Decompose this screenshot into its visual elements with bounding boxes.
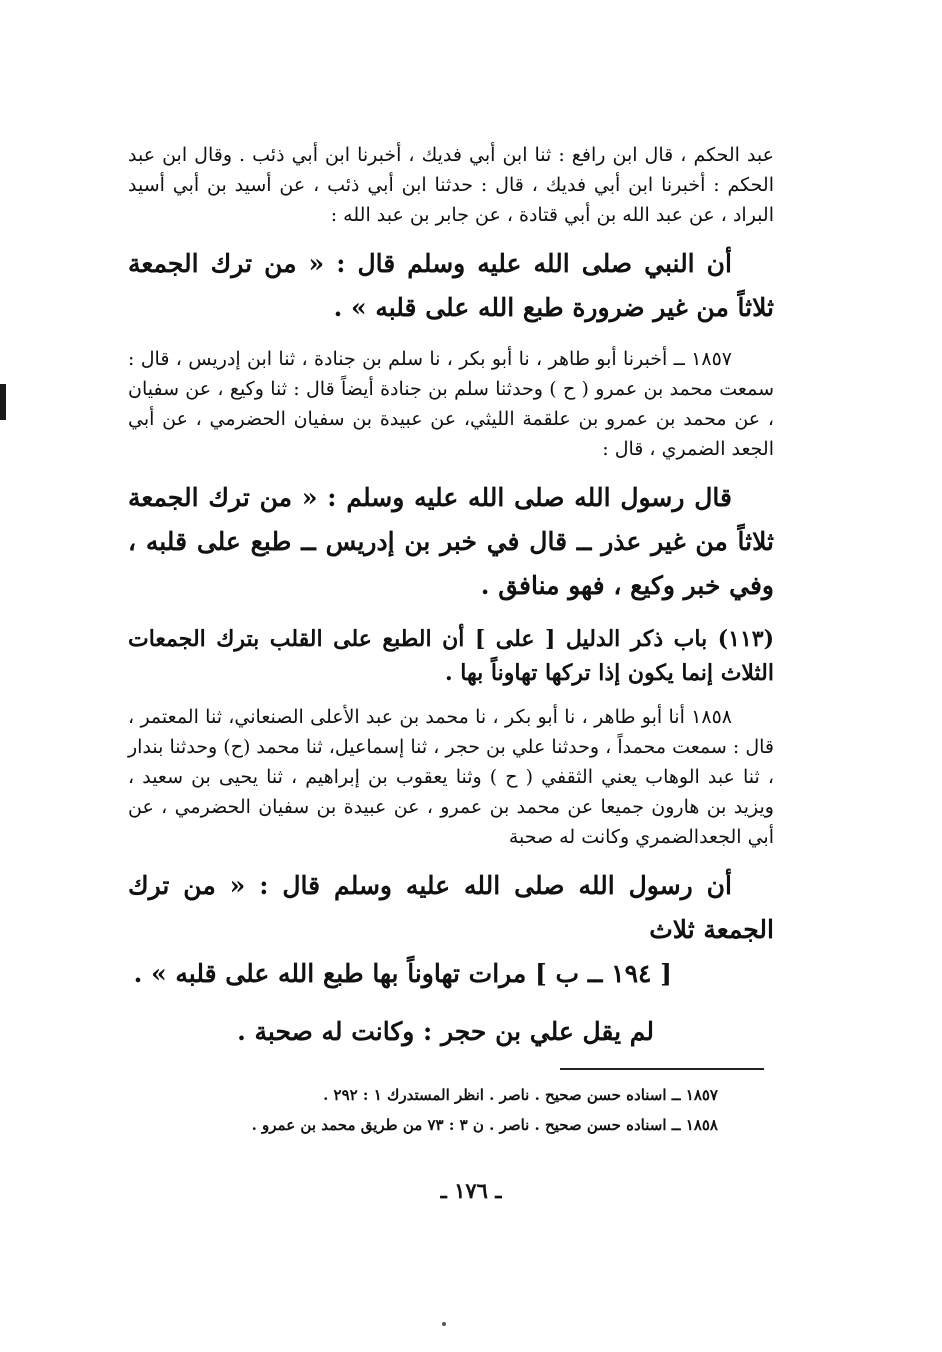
opening-isnad: عبد الحكم ، قال ابن رافع : ثنا ابن أبي فديك ، أخبرنا ابن أبي ذئب . وقال ابن عبد الحكم : أخبرنا ابن أبي فديك ، قال : حدثنا ابن أبي ذئب ، عن أسيد بن أبي أسيد البراد ، عن عبد الله بن أبي قتادة ، عن جابر بن عبد الله : — [128, 144, 774, 226]
main-text-column — [128, 140, 774, 1068]
footnote-1857: ١٨٥٧ ــ اسناده حسن صحيح . ناصر . انظر المستدرك ١ : ٢٩٢ . — [323, 1086, 718, 1104]
opening-matn: أن النبي صلى الله عليه وسلم قال : « من ترك الجمعة ثلاثاً من غير ضرورة طبع الله على قلبه » . — [128, 249, 774, 322]
chapter-heading: (١١٣) باب ذكر الدليل [ على ] أن الطبع على القلب بترك الجمعات الثلاث إنما يكون إذا تركها تهاوناً بها . — [128, 626, 774, 686]
hadith-1858-note: لم يقل علي بن حجر : وكانت له صحبة . — [237, 1017, 654, 1046]
footnote-divider — [560, 1068, 764, 1070]
footnote-1858: ١٨٥٨ ــ اسناده حسن صحيح . ناصر . ن ٣ : ٧٣ من طريق محمد بن عمرو . — [251, 1116, 718, 1134]
page-number: ـ ١٧٦ ـ — [440, 1178, 502, 1203]
paper-speck — [442, 1322, 446, 1326]
footnotes — [128, 1080, 774, 1140]
hadith-1858-isnad: ١٨٥٨ أنا أبو طاهر ، نا أبو بكر ، نا محمد بن عبد الأعلى الصنعاني، ثنا المعتمر ، قال : سمعت محمداً ، وحدثنا علي بن حجر ، ثنا إسماعيل، ثنا محمد (ح) وحدثنا بندار ، ثنا عبد الوهاب يعني الثقفي ( ح ) وثنا يعقوب بن إبراهيم ، ثنا يحيى بن سعيد ، ويزيد بن هارون جميعا عن محمد بن عمرو ، عن عبيدة بن سفيان الحضرمي ، عن أبي الجعدالضمري وكانت له صحبة — [128, 706, 774, 848]
hadith-1857-matn: قال رسول الله صلى الله عليه وسلم : « من ترك الجمعة ثلاثاً من غير عذر ــ قال في خبر بن إدريس ــ طبع على قلبه ، وفي خبر وكيع ، فهو منافق . — [128, 483, 774, 600]
page-edge-mark — [0, 384, 6, 420]
hadith-1858-matn — [128, 864, 774, 996]
hadith-1858-matn-line-1: أن رسول الله صلى الله عليه وسلم قال : « من ترك الجمعة ثلاث — [128, 871, 774, 944]
hadith-1857-isnad: ١٨٥٧ ــ أخبرنا أبو طاهر ، نا أبو بكر ، نا سلم بن جنادة ، ثنا ابن إدريس ، قال : سمعت محمد بن عمرو ( ح ) وحدثنا سلم بن جنادة أيضاً قال : ثنا وكيع ، عن سفيان ، عن محمد بن عمرو بن علقمة الليثي، عن عبيدة بن سفيان الحضرمي ، عن أبي الجعد الضمري ، قال : — [128, 348, 774, 460]
hadith-1858-matn-line-2: [ ١٩٤ ــ ب ] مرات تهاوناً بها طبع الله على قلبه » . — [133, 959, 672, 988]
